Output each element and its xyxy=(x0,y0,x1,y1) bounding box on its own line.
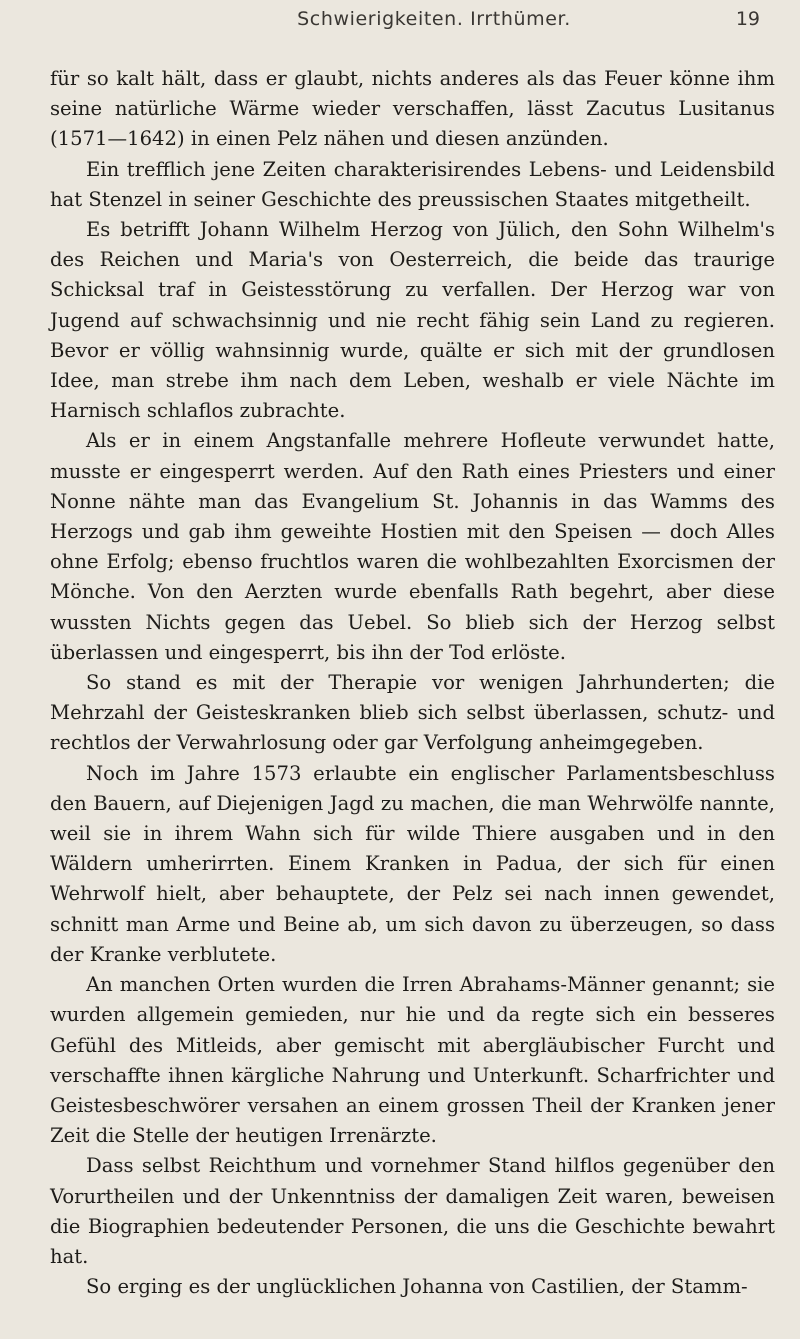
paragraph: Ein trefflich jene Zeiten charakterisirendes Lebens- und Leidensbild hat Stenzel in seiner Geschichte des preussischen Staates mitgetheilt. xyxy=(50,157,775,211)
body-text xyxy=(50,64,775,1302)
running-title: Schwierigkeiten. Irrthümer. xyxy=(297,8,571,30)
paragraph: An manchen Orten wurden die Irren Abrahams-Männer genannt; sie wurden allgemein gemieden, nur hie und da regte sich ein besseres Gefühl des Mitleids, aber gemischt mit abergläubischer Furcht und verschaffte ihnen kärgliche Nahrung und Unterkunft. Scharfrichter und Geistesbeschwörer versahen an einem grossen Theil der Kranken jener Zeit die Stelle der heutigen Irrenärzte. xyxy=(50,973,775,1148)
paragraph: Als er in einem Angstanfalle mehrere Hofleute verwundet hatte, musste er eingesperrt werden. Auf den Rath eines Priesters und einer Nonne nähte man das Evangelium St. Johannis in das Wamms des Herzogs und gab ihm geweihte Hostien mit den Speisen — doch Alles ohne Erfolg; ebenso fruchtlos waren die wohlbezahlten Exorcismen der Mönche. Von den Aerzten wurde ebenfalls Rath begehrt, aber diese wussten Nichts gegen das Uebel. So blieb sich der Herzog selbst überlassen und eingesperrt, bis ihn der Tod erlöste. xyxy=(50,429,775,664)
paragraph-last-line: So erging es der unglücklichen Johanna von Castilien, der Stamm- xyxy=(86,1275,748,1299)
page-header xyxy=(108,4,760,34)
paragraph: Es betrifft Johann Wilhelm Herzog von Jülich, den Sohn Wilhelm's des Reichen und Maria's von Oesterreich, die beide das traurige Schicksal traf in Geistesstörung zu verfallen. Der Herzog war von Jugend auf schwachsinnig und nie recht fähig sein Land zu regieren. Bevor er völlig wahnsinnig wurde, quälte er sich mit der grundlosen Idee, man strebe ihm nach dem Leben, weshalb er viele Nächte im Harnisch schlaflos zubrachte. xyxy=(50,218,775,423)
page-number: 19 xyxy=(735,8,760,30)
paragraph-continuation: für so kalt hält, dass er glaubt, nichts anderes als das Feuer könne ihm seine natürliche Wärme wieder verschaffen, lässt Zacutus Lusitanus (1571—1642) in einen Pelz nähen und diesen anzünden. xyxy=(50,67,775,151)
paragraph: So stand es mit der Therapie vor wenigen Jahrhunderten; die Mehrzahl der Geisteskranken blieb sich selbst überlassen, schutz- und rechtlos der Verwahrlosung oder gar Verfolgung anheimgegeben. xyxy=(50,671,775,755)
paragraph: Dass selbst Reichthum und vornehmer Stand hilflos gegenüber den Vorurtheilen und der Unkenntniss der damaligen Zeit waren, beweisen die Biographien bedeutender Personen, die uns die Geschichte bewahrt hat. xyxy=(50,1154,775,1268)
paragraph: Noch im Jahre 1573 erlaubte ein englischer Parlamentsbeschluss den Bauern, auf Diejenigen Jagd zu machen, die man Wehrwölfe nannte, weil sie in ihrem Wahn sich für wilde Thiere ausgaben und in den Wäldern umherirrten. Einem Kranken in Padua, der sich für einen Wehrwolf hielt, aber behauptete, der Pelz sei nach innen gewendet, schnitt man Arme und Beine ab, um sich davon zu überzeugen, so dass der Kranke verblutete. xyxy=(50,761,775,966)
